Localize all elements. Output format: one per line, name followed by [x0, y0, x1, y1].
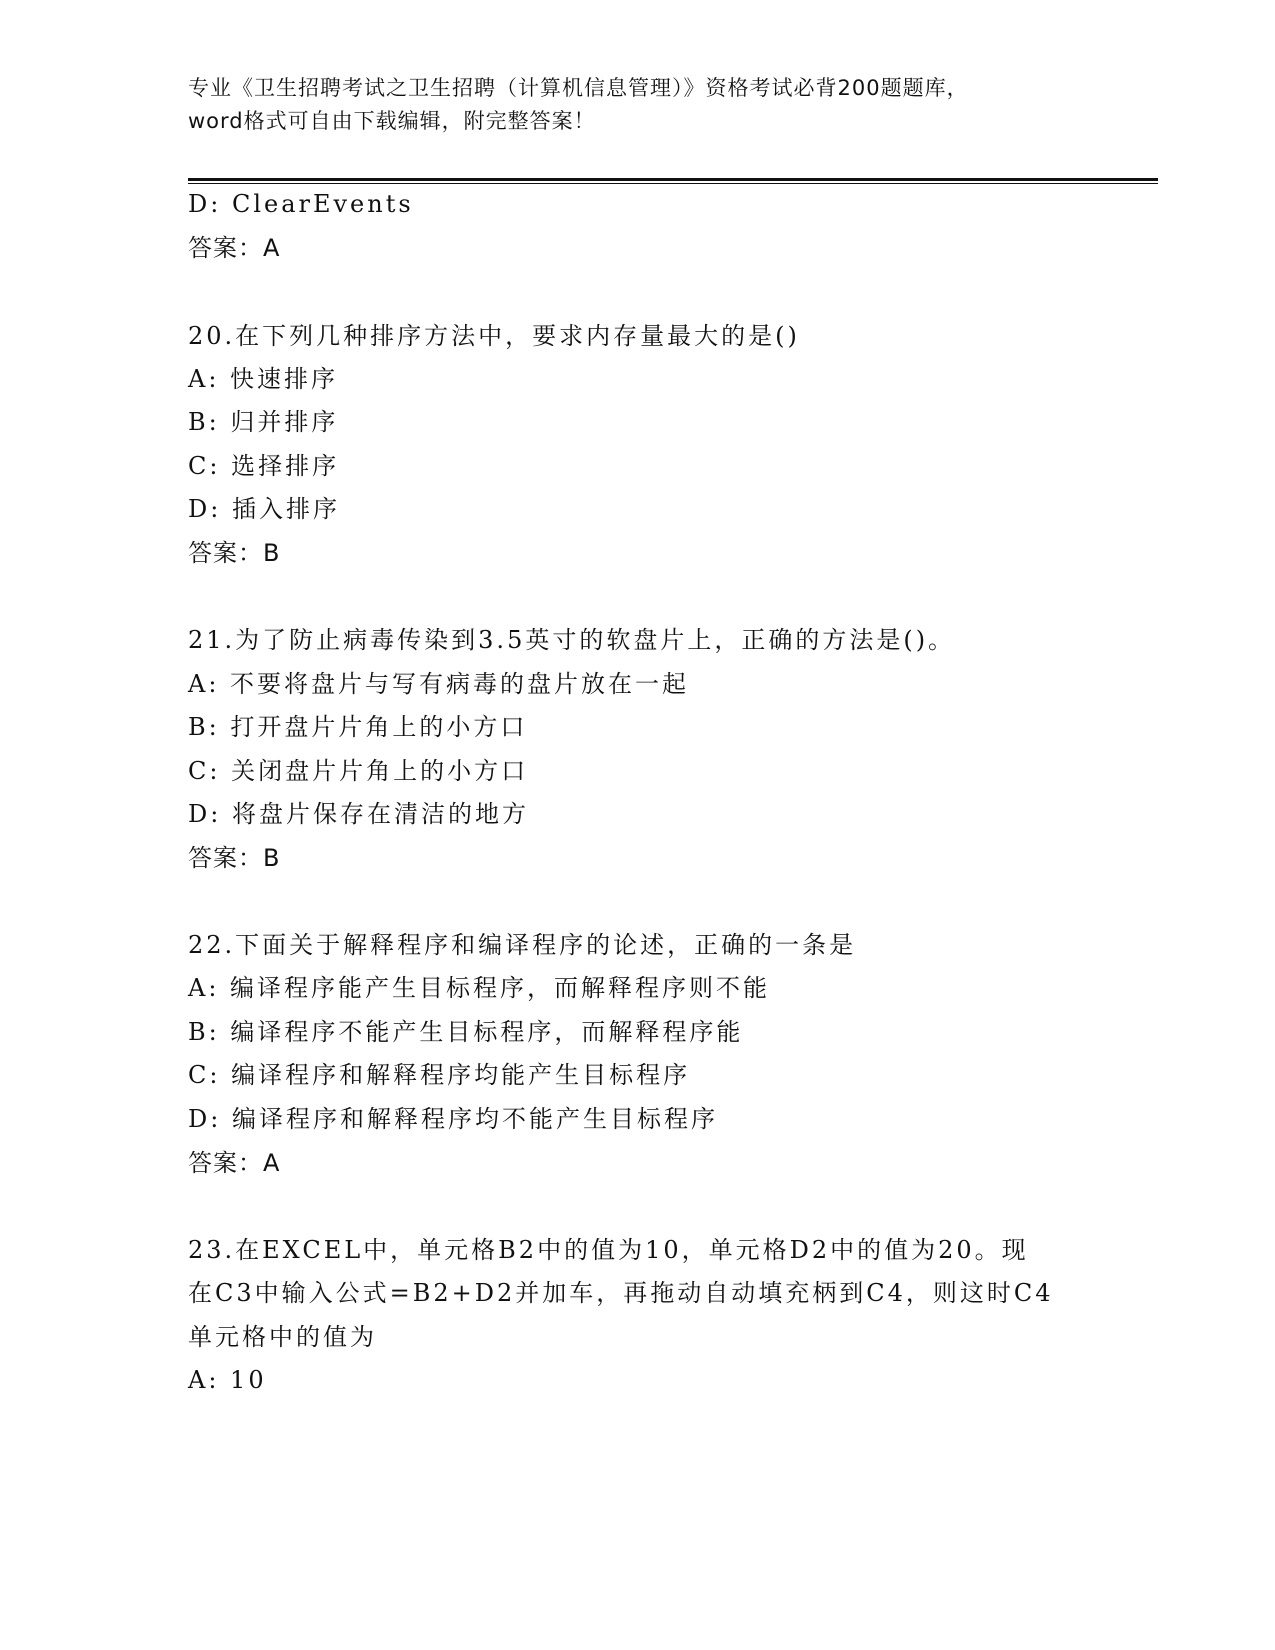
question-21-option-c: C: 关闭盘片片角上的小方口 — [188, 757, 529, 785]
question-23-stem-line-2: 在C3中输入公式=B2+D2并加车，再拖动自动填充柄到C4，则这时C4 — [188, 1279, 1054, 1307]
question-20-option-c: C: 选择排序 — [188, 452, 340, 480]
question-23-stem-line-3: 单元格中的值为 — [188, 1323, 377, 1351]
header-line-2: word格式可自由下载编辑，附完整答案！ — [188, 109, 596, 133]
question-20-answer: 答案：B — [188, 539, 281, 567]
header-rule-thick — [188, 178, 1158, 181]
question-20-option-a: A: 快速排序 — [188, 365, 339, 393]
question-21-answer: 答案：B — [188, 844, 281, 872]
question-22-answer: 答案：A — [188, 1149, 281, 1177]
question-22-option-c: C: 编译程序和解释程序均能产生目标程序 — [188, 1061, 691, 1089]
document-header — [188, 72, 1088, 138]
question-22-option-d: D: 编译程序和解释程序均不能产生目标程序 — [188, 1105, 718, 1133]
question-23-stem-line-1: 23.在EXCEL中，单元格B2中的值为10，单元格D2中的值为20。现 — [188, 1236, 1029, 1264]
question-20-option-d: D: 插入排序 — [188, 495, 340, 523]
header-line-1: 专业《卫生招聘考试之卫生招聘（计算机信息管理）》资格考试必背200题题库， — [188, 76, 969, 100]
question-20-option-b: B: 归并排序 — [188, 408, 339, 436]
option-d-prev: D: ClearEvents — [188, 190, 414, 218]
header-rule-thin — [188, 183, 1158, 184]
question-21-option-b: B: 打开盘片片角上的小方口 — [188, 713, 528, 741]
answer-prev: 答案：A — [188, 234, 281, 262]
question-20-stem: 20.在下列几种排序方法中，要求内存量最大的是() — [188, 322, 800, 350]
question-21-option-a: A: 不要将盘片与写有病毒的盘片放在一起 — [188, 670, 690, 698]
question-23-option-a: A: 10 — [188, 1366, 267, 1394]
question-22-option-a: A: 编译程序能产生目标程序，而解释程序则不能 — [188, 974, 771, 1002]
question-22-option-b: B: 编译程序不能产生目标程序，而解释程序能 — [188, 1018, 744, 1046]
question-21-option-d: D: 将盘片保存在清洁的地方 — [188, 800, 529, 828]
question-22-stem: 22.下面关于解释程序和编译程序的论述，正确的一条是 — [188, 931, 857, 959]
question-21-stem: 21.为了防止病毒传染到3.5英寸的软盘片上，正确的方法是()。 — [188, 626, 956, 654]
